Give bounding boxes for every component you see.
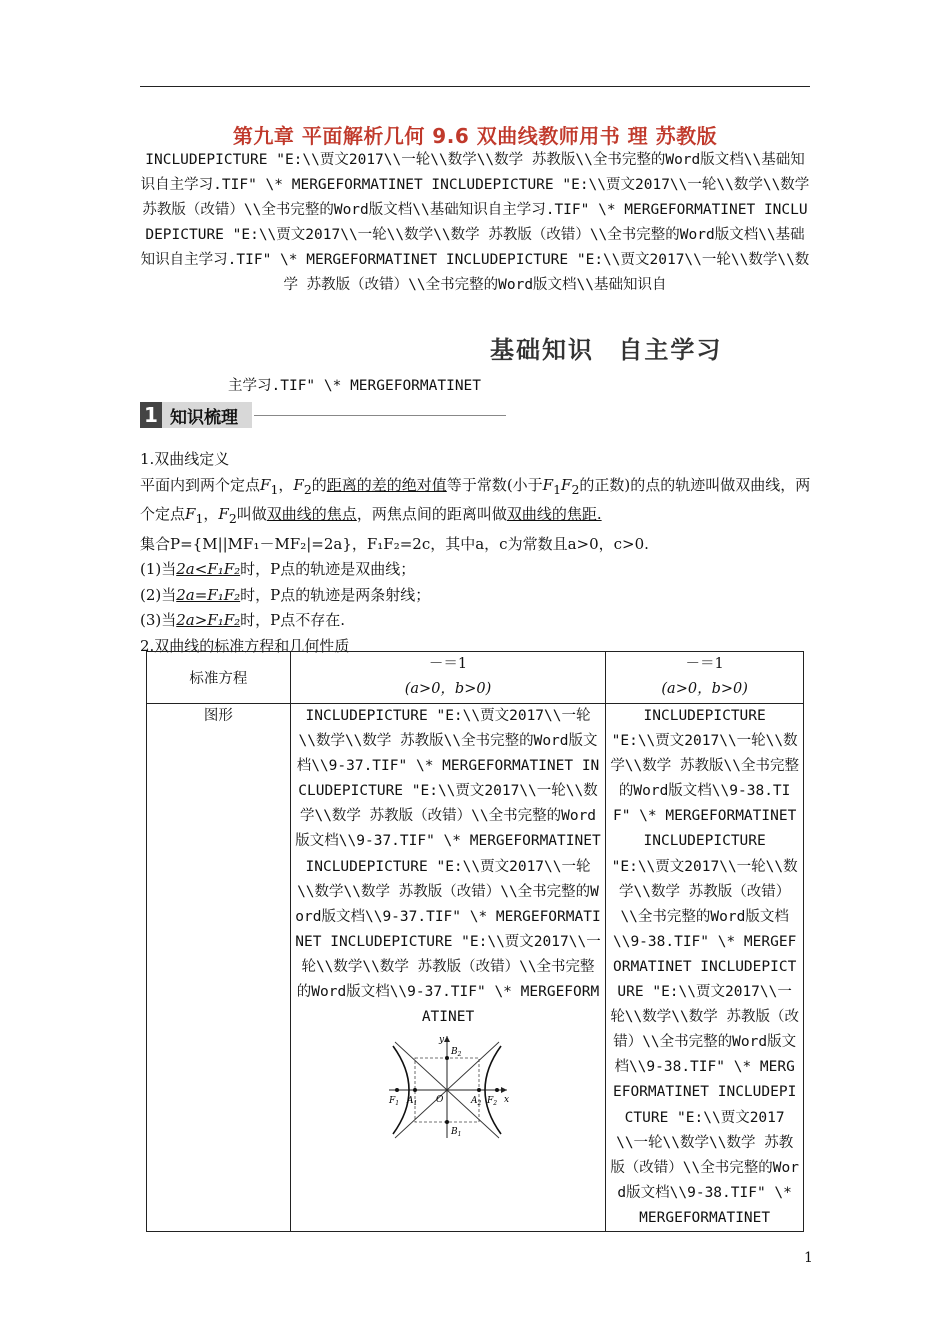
definition-heading: 1.双曲线定义 xyxy=(140,450,230,468)
y-axis-arrow xyxy=(444,1036,450,1042)
properties-heading: 2.双曲线的标准方程和几何性质 xyxy=(140,636,350,655)
field-code-text: INCLUDEPICTURE "E:\\贾文2017\\一轮\\数学\\数学 苏教版\\全书完整的Word版文档\\基础知识自主学习.TIF" \* MERGEFORMATINET INCLUDEPICTURE "E:\\贾文2017\\一轮\\数学\\数学 苏教版（改错）\\全书完整的Word版文档\\基础知识自主学习.TIF" \* MERGEFORMATINET INCLUDEPICTURE "E:\\贾文2017\\一轮\\数学\\数学 苏教版（改错）\\全书完整的Word版文档\\基础知识自主学习.TIF" \* MERGEFORMATINET INCLUDEPICTURE "E:\\贾文2017\\一轮\\数学\\数学 苏教版（改错）\\全书完整的Word版文档\\基础知识自 xyxy=(140,152,810,293)
label-x: x xyxy=(504,1095,510,1106)
label-a2: $A_2$ xyxy=(471,1096,482,1108)
case-1: (1)当2a<F₁F₂时，P点的轨迹是双曲线； xyxy=(140,560,416,578)
label-b2: $B_2$ xyxy=(451,1047,462,1059)
label-f2: $F_2$ xyxy=(487,1096,498,1108)
section-underline xyxy=(254,415,506,416)
section-label: 知识梳理 xyxy=(162,402,252,428)
x-axis-arrow xyxy=(501,1087,507,1093)
table-row xyxy=(147,704,804,1232)
label-o: O xyxy=(436,1095,444,1106)
equation-cell-2: －＝1 (a>0，b>0) xyxy=(606,652,804,704)
graph-cell-1 xyxy=(290,704,606,1232)
point-a2 xyxy=(477,1088,481,1092)
row-label-equation: 标准方程 xyxy=(147,652,291,704)
page-title: 第九章 平面解析几何 9.6 双曲线教师用书 理 苏教版 xyxy=(232,124,718,148)
graph-cell-2 xyxy=(606,704,804,1232)
section-banner: 基础知识 自主学习 xyxy=(490,336,723,364)
term-abs-diff: 距离的差的绝对值 xyxy=(326,475,447,494)
table-row xyxy=(147,652,804,704)
case-2: (2)当2a=F₁F₂时，P点的轨迹是两条射线； xyxy=(140,585,431,604)
point-b2 xyxy=(445,1056,449,1060)
equation-cell-1: －＝1 (a>0，b>0) xyxy=(290,652,606,704)
label-f1: $F_1$ xyxy=(389,1096,400,1108)
definition-paragraph: 平面内到两个定点$F_1$，$F_2$的距离的差的绝对值等于常数(小于$F_1F_2$的正数)的点的轨迹叫做双曲线，两个定点$F_1$，$F_2$叫做双曲线的焦点，两焦点间的距离叫做双曲线的焦距. xyxy=(140,475,811,526)
label-a1: $A_1$ xyxy=(407,1096,418,1108)
set-definition: 集合P={M||MF₁－MF₂|=2a}，F₁F₂=2c，其中a，c为常数且a>0，c>0. xyxy=(140,534,649,553)
label-y: y xyxy=(439,1035,445,1046)
term-foci: 双曲线的焦点 xyxy=(266,505,357,523)
field-code-9-37: INCLUDEPICTURE "E:\\贾文2017\\一轮\\数学\\数学 苏教版\\全书完整的Word版文档\\9-37.TIF" \* MERGEFORMATINET INCLUDEPICTURE "E:\\贾文2017\\一轮\\数学\\数学 苏教版（改错）\\全书完整的Word版文档\\9-37.TIF" \* MERGEFORMATINET INCLUDEPICTURE "E:\\贾文2017\\一轮\\数学\\数学 苏教版（改错）\\全书完整的Word版文档\\9-37.TIF" \* MERGEFORMATINET INCLUDEPICTURE "E:\\贾文2017\\一轮\\数学\\数学 苏教版（改错）\\全书完整的Word版文档\\9-37.TIF" \* MERGEFORMATINET xyxy=(295,708,601,1026)
properties-table xyxy=(146,651,804,1232)
field-code-tail: 主学习.TIF" \* MERGEFORMATINET xyxy=(228,378,482,394)
point-a1 xyxy=(413,1088,417,1092)
point-b1 xyxy=(445,1120,449,1124)
row-label-graph: 图形 xyxy=(147,704,291,1232)
case-3: (3)当2a>F₁F₂时，P点不存在. xyxy=(140,611,346,629)
section-number: 1 xyxy=(140,402,162,428)
definition-block xyxy=(140,447,815,659)
term-focal-distance: 双曲线的焦距. xyxy=(506,505,602,523)
field-code-9-38: INCLUDEPICTURE "E:\\贾文2017\\一轮\\数学\\数学 苏教版\\全书完整的Word版文档\\9-38.TIF" \* MERGEFORMATINET INCLUDEPICTURE "E:\\贾文2017\\一轮\\数学\\数学 苏教版（改错）\\全书完整的Word版文档\\9-38.TIF" \* MERGEFORMATINET INCLUDEPICTURE "E:\\贾文2017\\一轮\\数学\\数学 苏教版（改错）\\全书完整的Word版文档\\9-38.TIF" \* MERGEFORMATINET INCLUDEPICTURE "E:\\贾文2017\\一轮\\数学\\数学 苏教版（改错）\\全书完整的Word版文档\\9-38.TIF" \* MERGEFORMATINET xyxy=(610,708,799,1226)
section-heading xyxy=(140,402,506,428)
label-b1: $B_1$ xyxy=(451,1127,462,1139)
page-number: 1 xyxy=(804,1250,813,1266)
point-f1 xyxy=(395,1088,399,1092)
hyperbola-figure xyxy=(385,1032,511,1142)
point-f2 xyxy=(495,1088,499,1092)
header-rule xyxy=(140,86,810,87)
